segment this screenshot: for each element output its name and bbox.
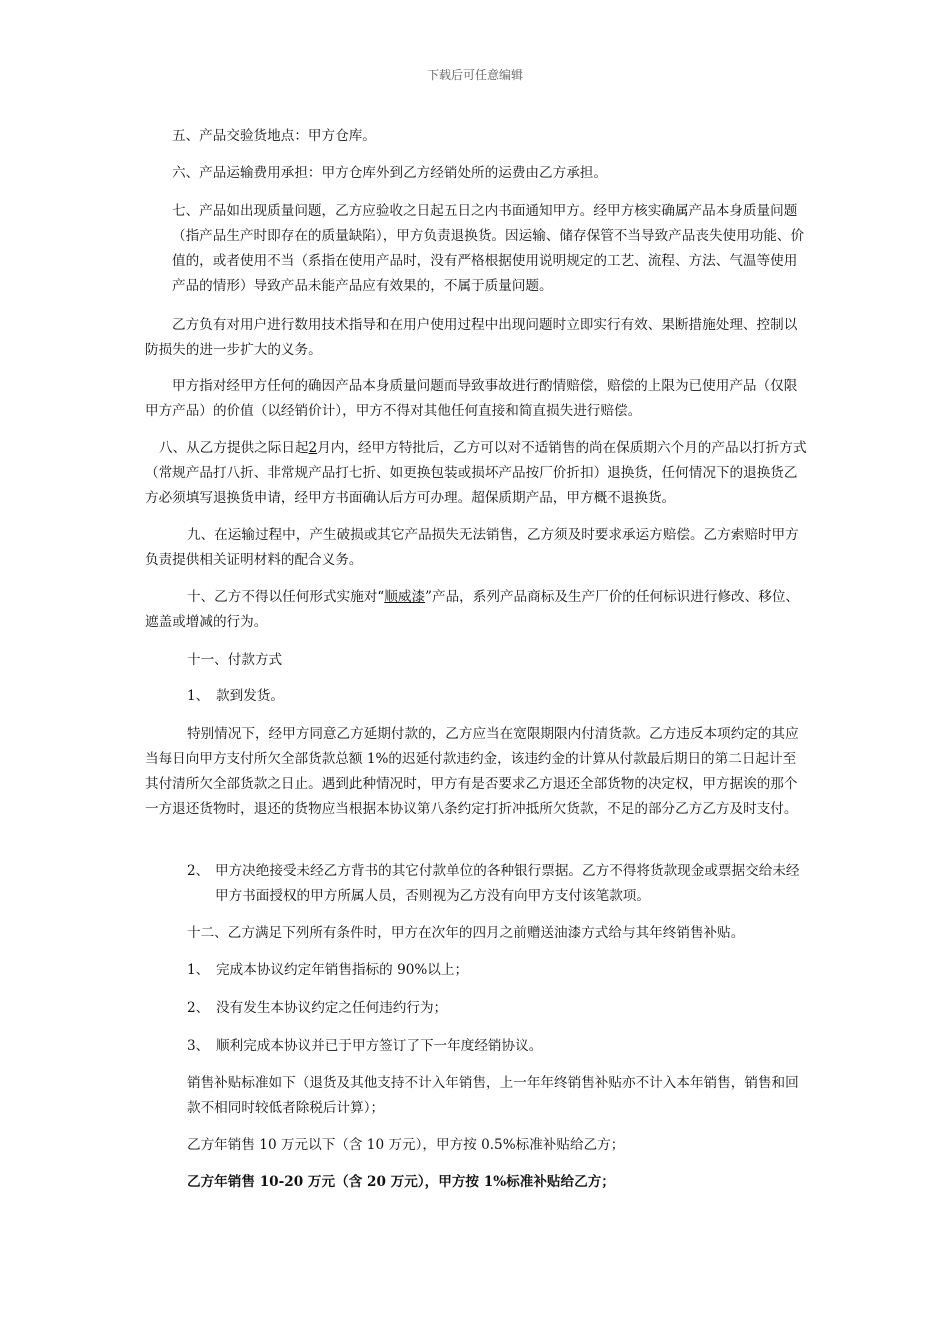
clause-11-item-2-number: 2、 xyxy=(187,863,210,879)
clause-10-part-b: ”产品，系列产品商标及生产厂价的任何标识进行修改、移位、遮盖或增减的行为。 xyxy=(145,589,800,630)
clause-8-part-a: 八、从乙方提供之际日起 xyxy=(159,440,309,456)
clause-8 xyxy=(145,436,808,511)
clause-5: 五、产品交验货地点：甲方仓库。 xyxy=(172,128,376,144)
clause-11-item-1: 1、 款到发货。 xyxy=(187,688,285,704)
clause-12-subsidy-standard: 销售补贴标准如下（退货及其他支持不计入年销售，上一年年终销售补贴亦不计入本年销售，销售和回款不相同时较低者除税后计算）； xyxy=(187,1075,799,1116)
clause-8-month-count: 2 xyxy=(308,440,318,456)
clause-10-part-a: 十、乙方不得以任何形式实施对“ xyxy=(187,589,385,605)
page-header: 下载后可任意编辑 xyxy=(426,68,523,82)
clause-12-title: 十二、乙方满足下列所有条件时，甲方在次年的四月之前赠送油漆方式给与其年终销售补贴。 xyxy=(187,925,745,941)
clause-11-special-case: 特别情况下，经甲方同意乙方延期付款的，乙方应当在宽限期限内付清货款。乙方违反本项约定的其应当每日向甲方支付所欠全部货款总额 1%的迟延付款违约金，该违约金的计算从付款最后期日的第二日起计至其付清所欠全部货款之日止。遇到此种情况时，甲方有是否要求乙方退还全部货物的决定权，甲方据诶的那个一方退还货物时，退还的货物应当根据本协议第八条约定打折冲抵所欠货款，不足的部分乙方乙方及时支付。 xyxy=(145,726,799,817)
clause-12-condition-2: 2、 没有发生本协议约定之任何违约行为； xyxy=(187,1000,448,1016)
clause-12-tier-1: 乙方年销售 10 万元以下（含 10 万元），甲方按 0.5%标准补贴给乙方； xyxy=(187,1137,625,1153)
clause-9: 九、在运输过程中，产生破损或其它产品损失无法销售，乙方须及时要求承运方赔偿。乙方索赔时甲方负责提供相关证明材料的配合义务。 xyxy=(145,527,799,568)
clause-7-compensation: 甲方指对经甲方任何的确因产品本身质量问题而导致事故进行酌情赔偿，赔偿的上限为已使用产品（仅限甲方产品）的价值（以经销价计），甲方不得对其他任何直接和简直损失进行赔偿。 xyxy=(145,378,798,419)
clause-10 xyxy=(145,585,808,635)
clause-6: 六、产品运输费用承担：甲方仓库外到乙方经销处所的运费由乙方承担。 xyxy=(172,165,607,181)
clause-7: 七、产品如出现质量问题，乙方应验收之日起五日之内书面通知甲方。经甲方核实确属产品本身质量问题（指产品生产时即存在的质量缺陷），甲方负责退换货。因运输、储存保管不当导致产品丧失使用功能、价值的，或者使用不当（系指在使用产品时，没有严格根据使用说明规定的工艺、流程、方法、气温等使用产品的情形）导致产品未能产品应有效果的，不属于质量问题。 xyxy=(172,203,805,294)
clause-7-user-guidance: 乙方负有对用户进行数用技术指导和在用户使用过程中出现问题时立即实行有效、果断措施处理、控制以防损失的进一步扩大的义务。 xyxy=(145,317,798,358)
clause-10-brand-name: 顺威漆 xyxy=(384,589,426,605)
clause-12-condition-3: 3、 顺利完成本协议并已于甲方签订了下一年度经销协议。 xyxy=(187,1038,543,1054)
clause-8-part-b: 月内，经甲方特批后，乙方可以对不适销售的尚在保质期六个月的产品以打折方式（常规产品打八折、非常规产品打七折、如更换包装或损坏产品按厂价折扣）退换货，任何情况下的退换货乙方必须填写退换货申请，经甲方书面确认后方可办理。超保质期产品，甲方概不退换货。 xyxy=(145,440,807,506)
clause-12-tier-2: 乙方年销售 10-20 万元（含 20 万元），甲方按 1%标准补贴给乙方； xyxy=(187,1174,615,1190)
clause-12-condition-1: 1、 完成本协议约定年销售指标的 90%以上； xyxy=(187,962,469,978)
clause-11-title: 十一、付款方式 xyxy=(187,652,283,668)
clause-11-item-2: 甲方决绝接受未经乙方背书的其它付款单位的各种银行票据。乙方不得将货款现金或票据交给未经甲方书面授权的甲方所属人员，否则视为乙方没有向甲方支付该笔款项。 xyxy=(215,863,800,904)
